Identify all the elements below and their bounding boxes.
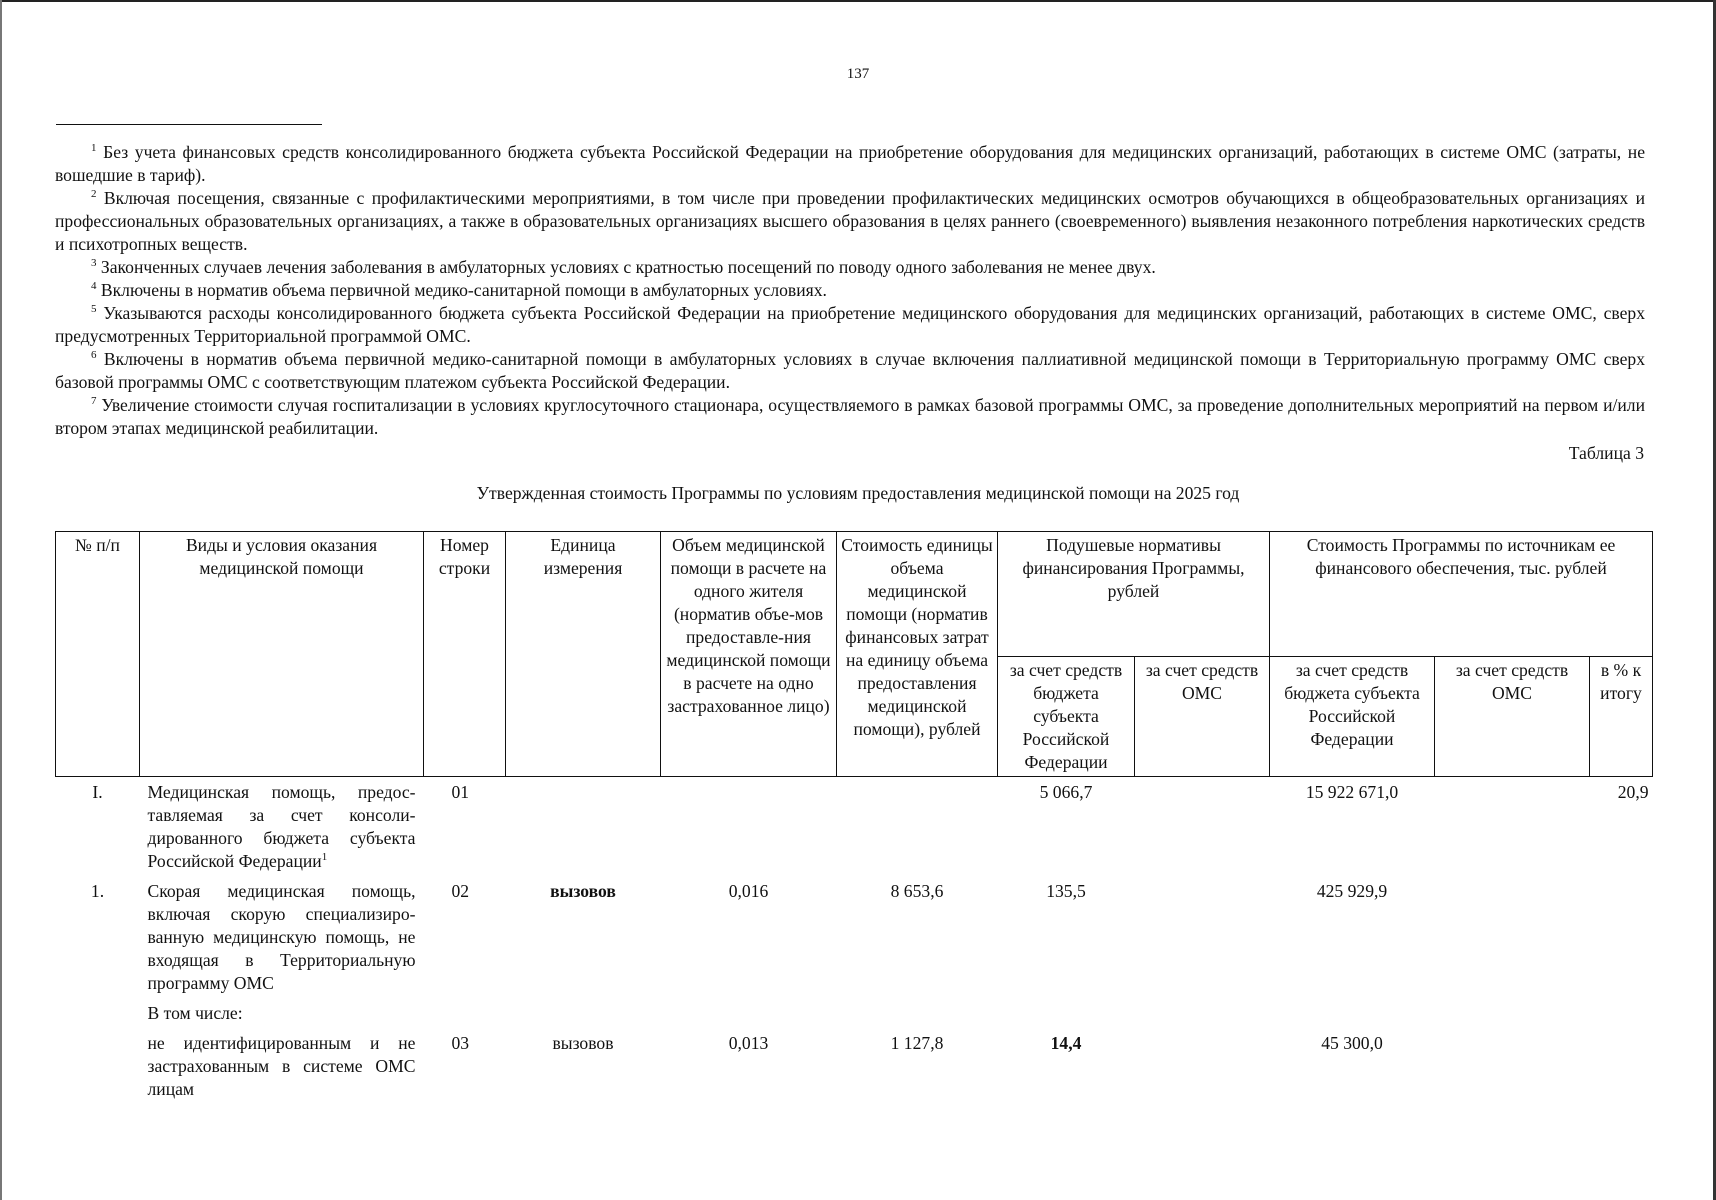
- footnote-7: [55, 394, 1645, 440]
- header-per-capita-oms: за счет средств ОМС: [1135, 657, 1270, 777]
- header-cost-budget: за счет средств бюджета субъекта Российской Федерации: [1270, 657, 1435, 777]
- table-row: [56, 876, 1653, 998]
- cell-unit-cost: 1 127,8: [890, 1033, 944, 1053]
- header-cost-oms: за счет средств ОМС: [1435, 657, 1590, 777]
- cell-num: 1.: [90, 881, 105, 901]
- table-label: Таблица 3: [1568, 443, 1644, 463]
- header-unit: Единица измерения: [506, 532, 661, 777]
- cell-unit: [506, 998, 661, 1028]
- cell-unit: вызовов: [552, 1033, 614, 1053]
- cell-unit-cost: [837, 998, 998, 1028]
- cell-cost-budget: 15 922 671,0: [1270, 777, 1435, 877]
- cell-per-capita-budget: 14,4: [1050, 1033, 1082, 1053]
- cell-name: [140, 777, 424, 877]
- cell-percent: [1590, 876, 1653, 998]
- cell-name-text: Скорая медицинская помощь, включая скорую специализиро-ванную медицинскую помощь, не входящая в Территориальную программу ОМС: [147, 881, 416, 993]
- page-top-edge: [0, 0, 1716, 2]
- footnote-4: [55, 279, 1645, 302]
- footnote-mark: 7: [91, 395, 97, 408]
- footnote-mark: 6: [91, 349, 97, 362]
- footnote-1: [55, 141, 1645, 187]
- cell-unit: [506, 777, 661, 877]
- cell-percent: 20,9: [1590, 777, 1653, 877]
- footnote-text: Включены в норматив объема первичной медико-санитарной помощи в амбулаторных условиях в случае включения паллиативной медицинской помощи в Территориальную программу ОМС сверх базовой программы ОМС с соответствующим платежом субъекта Российской Федерации.: [55, 349, 1645, 392]
- cell-row-number: 03: [451, 1033, 470, 1053]
- footnotes: [55, 141, 1645, 440]
- footnote-text: Включены в норматив объема первичной медико-санитарной помощи в амбулаторных условиях.: [96, 280, 827, 300]
- cell-cost-budget: 425 929,9: [1316, 881, 1388, 901]
- cell-volume: [661, 998, 837, 1028]
- footnote-mark: 2: [91, 188, 97, 201]
- footnote-mark: 1: [91, 142, 97, 155]
- footnote-text: Включая посещения, связанные с профилактическими мероприятиями, в том числе при проведении профилактических медицинских осмотров обучающихся в общеобразовательных организациях и профессиональных образовательных организациях, а также в образовательных организациях высшего образования в целях раннего (своевременного) выявления незаконного потребления наркотических средств и психотропных веществ.: [55, 188, 1645, 254]
- cell-row-number: 01: [424, 777, 506, 877]
- table-row: [56, 1028, 1653, 1104]
- cell-num: [56, 998, 140, 1028]
- cell-name-text: не идентифицированным и не застрахованным в системе ОМС лицам: [147, 1033, 416, 1099]
- cell-cost-oms: [1435, 876, 1590, 998]
- cell-cost-budget: 45 300,0: [1321, 1033, 1383, 1053]
- footnote-text: Без учета финансовых средств консолидированного бюджета субъекта Российской Федерации на приобретение оборудования для медицинских организаций, работающих в системе ОМС (затраты, не вошедшие в тариф).: [55, 142, 1645, 185]
- cell-volume: [661, 777, 837, 877]
- footnote-separator: [56, 124, 322, 125]
- cell-cost-oms: [1435, 998, 1590, 1028]
- table-title: Утвержденная стоимость Программы по условиям предоставления медицинской помощи на 2025 год: [476, 483, 1240, 503]
- program-cost-table: [55, 531, 1653, 1104]
- header-program-cost: Стоимость Программы по источникам ее финансового обеспечения, тыс. рублей: [1270, 532, 1653, 657]
- cell-percent: [1590, 998, 1653, 1028]
- header-per-capita: Подушевые нормативы финансирования Программы, рублей: [998, 532, 1270, 657]
- cell-per-capita-budget: 5 066,7: [998, 777, 1135, 877]
- header-row-number: Номер строки: [424, 532, 506, 777]
- footnote-text: Указываются расходы консолидированного бюджета субъекта Российской Федерации на приобретение медицинского оборудования для медицинских организаций, работающих в системе ОМС, сверх предусмотренных Территориальной программой ОМС.: [55, 303, 1645, 346]
- page-left-edge: [0, 0, 2, 1200]
- footnote-2: [55, 187, 1645, 256]
- header-unit-cost: Стоимость единицы объема медицинской помощи (норматив финансовых затрат на единицу объема предоставления медицинской помощи), рублей: [837, 532, 998, 777]
- cell-num: I.: [56, 777, 140, 877]
- table-row: [56, 777, 1653, 877]
- footnote-mark: 3: [91, 257, 97, 270]
- footnote-mark: 4: [91, 280, 97, 293]
- cell-unit: вызовов: [550, 881, 616, 901]
- cell-num: [56, 1028, 140, 1104]
- footnote-text: Законченных случаев лечения заболевания в амбулаторных условиях с кратностью посещений по поводу одного заболевания не менее двух.: [96, 257, 1156, 277]
- cell-volume: 0,013: [728, 1033, 769, 1053]
- cell-cost-oms: [1435, 777, 1590, 877]
- cell-percent: [1590, 1028, 1653, 1104]
- header-num: № п/п: [56, 532, 140, 777]
- cell-per-capita-oms: [1135, 876, 1270, 998]
- cell-name: [140, 1028, 424, 1104]
- footnote-text: Увеличение стоимости случая госпитализации в условиях круглосуточного стационара, осуществляемого в рамках базовой программы ОМС, за проведение дополнительных мероприятий на первом и/или втором этапах медицинской реабилитации.: [55, 395, 1645, 438]
- page-number: 137: [846, 66, 870, 82]
- header-kind: Виды и условия оказания медицинской помощи: [140, 532, 424, 777]
- cell-per-capita-budget: 135,5: [1046, 881, 1086, 901]
- table-row: [56, 998, 1653, 1028]
- cell-name-text: Медицинская помощь, предос-тавляемая за счет консоли-дированного бюджета субъекта Российской Федерации: [147, 782, 416, 871]
- footnote-3: [55, 256, 1645, 279]
- cell-volume: 0,016: [728, 881, 769, 901]
- header-volume: Объем медицинской помощи в расчете на одного жителя (норматив объе-мов предоставле-ния медицинской помощи в расчете на одно застрахованное лицо): [661, 532, 837, 777]
- cell-per-capita-oms: [1135, 998, 1270, 1028]
- cell-per-capita-oms: [1135, 777, 1270, 877]
- cell-name-footnote-mark: 1: [321, 851, 328, 864]
- cell-name: [140, 876, 424, 998]
- cell-unit-cost: 8 653,6: [890, 881, 944, 901]
- header-cost-percent: в % к итогу: [1590, 657, 1653, 777]
- cell-per-capita-budget: [998, 998, 1135, 1028]
- cell-name-text: В том числе:: [147, 1003, 243, 1023]
- cell-row-number: [424, 998, 506, 1028]
- cell-unit-cost: [837, 777, 998, 877]
- footnote-5: [55, 302, 1645, 348]
- cell-name: [140, 998, 424, 1028]
- footnote-6: [55, 348, 1645, 394]
- cell-cost-budget: [1270, 998, 1435, 1028]
- cell-per-capita-oms: [1135, 1028, 1270, 1104]
- header-row: [56, 532, 1653, 657]
- cell-cost-oms: [1435, 1028, 1590, 1104]
- cell-row-number: 02: [451, 881, 470, 901]
- header-per-capita-budget: за счет средств бюджета субъекта Российской Федерации: [998, 657, 1135, 777]
- footnote-mark: 5: [91, 303, 97, 316]
